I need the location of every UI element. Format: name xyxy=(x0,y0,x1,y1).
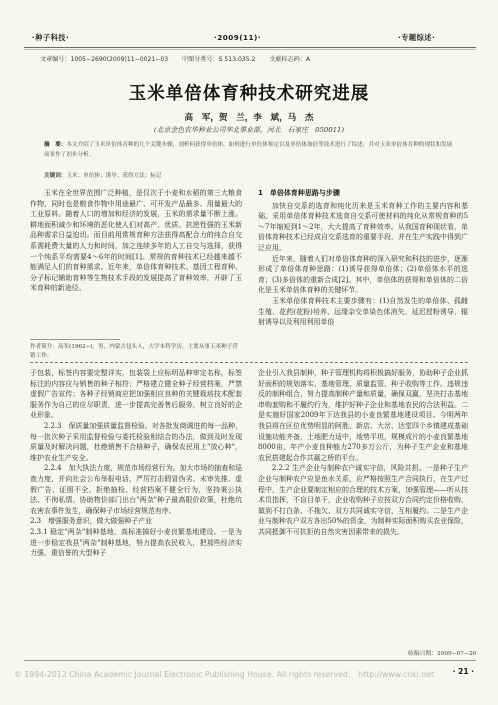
section1-column xyxy=(258,188,468,328)
header-rule-thin xyxy=(24,49,476,50)
copyright-notice: © 1994-2012 China Academic Journal Electronic Publishing House. All rights reserved. http://www.cnki.net xyxy=(14,670,435,679)
subsection-2-2-3-text: 对各批发商调进的每一品种，每一批次种子采用监督检验与委托检验相结合的办法，做到及时发现质量及时解决问题，杜绝销售不合格种子，确保农民用上"放心种"，维护农业生产安全。 xyxy=(30,421,243,462)
subsection-2-2-4: 2.2.4 加大执法力度，规范市场经营行为。 xyxy=(43,464,180,473)
subsection-2-3-1-text: 一是为进一步稳定我县"两杂"制种基地，努力提高农民收入，把那些经济实力强、重信誉的大型种子 xyxy=(30,527,242,558)
subsection-2-2-2-text: 一是种子生产企业与制种农户应是鱼水关系，应严格按照生产合同执行，在生产过程中，生产企业要制定相应的合理的技术方案，加强管理——听从技术员指挥，不盲目单干，企业收购种子应按双方合同约定价格收购，做到不打白条、不拖欠、双方共同诚实守信，互相履约。二是生产企业与制种农户双方各出50%的资金，为制种实际面积购买农业保险，共同抵御不可抗拒的自然灾害因素带来的损失。 xyxy=(258,464,469,536)
lower-left-paragraph-1: 子包装，标签内容要完整详实，包装袋上应标明品种审定名称，标签标注的内容应与销售的种子相符；严格建立健全种子经营档案，严禁虚假广告宣传；各种子经销商应把加强相应良种的关键栽培技术配套服务作为自己的应尽职责，进一步提高完善售后服务，树立良好的企业形象。 xyxy=(30,369,242,420)
document-code: 文献标志码：A xyxy=(269,56,311,63)
abstract-label: 摘 要： xyxy=(44,142,67,148)
section1-paragraph-3: 玉米单倍体育种技术主要步骤有：(1)自然发生的单倍体、孤雌生殖、花药(花粉)培养、远缘杂交单染色体消失、延迟授粉诱导、辐射诱导以及利用利用单倍 xyxy=(258,296,468,327)
author-list: 高 军，贺 兰，李 斌，马 杰 xyxy=(184,113,314,123)
received-date: 收稿日期：2009−07−26 xyxy=(408,651,477,657)
article-meta xyxy=(40,54,460,63)
running-header xyxy=(24,33,476,46)
abstract-text: 本文介绍了玉米单倍体育种的几个关键步骤，剖析何获得单倍体，如何进行单倍体鉴定以及单倍体加倍等技术进行了综述，并对玉米单倍体育种的现状和发展前景作了初步分析。 xyxy=(44,142,453,158)
section1-paragraph-1: 加快自交系的选育和纯化历来是玉米育种工作的主要内容和基础。采用单倍体育种技术选育自交系可使材料的纯化从常规育种的5～7年缩短到1～2年，大大提高了育种效率。从我国育种现状看，单倍体育种技术已经成自交系选育的重要手段，并在生产实践中得到广泛应用。 xyxy=(258,201,468,252)
author-footnote: 作者简介：高军(1962−)，男，内蒙古包头人，大学本科学历，主要从事玉米种子营销工作。 xyxy=(30,344,238,359)
subsection-2-2-2: 2.2.2 生产企业与制种农户诚实守信，风险共担。 xyxy=(271,464,426,473)
section1-paragraph-2: 近年来，随着人们对单倍体育种的深入研究和科技的进步，逐渐形成了单倍体育种思路：(1)诱导获得单倍体；(2)单倍体水平的选育；(3)多倍体的重新合成[2]。其中，单倍体的获得和单倍体的二倍化是玉米单倍体育种的关键环节。 xyxy=(258,254,468,295)
section-label: ·专题综述· xyxy=(398,33,436,42)
intro-column xyxy=(30,188,242,294)
journal-name: ·种子科技· xyxy=(32,33,70,42)
lower-left-column xyxy=(30,368,242,559)
keywords-label: 关键词： xyxy=(44,173,67,179)
footnote-rule xyxy=(30,339,120,340)
clc-number: 中图分类号：S 513.035.2 xyxy=(182,56,256,63)
paper-title: 玉米单倍体育种技术研究进展 xyxy=(128,84,370,104)
issue-label: ·2009(11)· xyxy=(214,33,262,42)
article-number: 文章编号：1005−2690(2009)11−0021−03 xyxy=(40,56,169,63)
subsection-2-2-4-text: 加大市场的抽查和巡查力度，并向社会公布举报电话，严厉打击假冒伪劣、未审先推、虚假广告、证照不全、拒绝抽检、经营档案不健全行为，坚持秉公执法、不徇私情、协助物价部门出台"两杂"种子最高限价政策，杜绝坑农害农事件发生，确保种子市场经营规范有序。 xyxy=(30,464,243,515)
abstract xyxy=(44,141,456,161)
lower-right-column xyxy=(258,368,468,538)
subsection-2-2-3: 2.2.3 保质量加强质量监督检验。 xyxy=(43,421,152,430)
lower-right-paragraph-1: 企业引入我县制种，种子管理机构将积极搞好服务，协助种子企业抓好面积的规划落实、基地管理、质量监管、种子收购等工作。违规违反的制种组合，努力提高制种产量和质量，确保双赢，坚决打击基地串购套购和不履约行为，维护好种子企业和基地农民的合法利益。二是实施好国家2009年下达我县的小麦良繁基地建设项目。今明两年我县将在区位优势明显的阿胜、新店、大岔、达堂四个乡镇建成基础设施功能齐备，土地肥力适中，地势平坦，规模成片的小麦良繁基地8000亩，年产小麦良种能力270多万公斤，为种子生产企业和基地农民搭建起合作共赢之桥的平台。 xyxy=(258,369,468,462)
subsection-2-3-1: 2.3.1 稳定"两杂"制种基地，高标准搞好小麦良繁基地建设。 xyxy=(30,527,221,536)
page-number: · 21 · xyxy=(452,667,474,676)
page-footer xyxy=(0,663,498,683)
section-heading-1: 1 单倍体育种思路与步骤 xyxy=(258,189,340,197)
header-rule xyxy=(24,47,476,48)
keywords xyxy=(44,171,456,179)
affiliation: (北京金色农华种业公司华北事业部，河北 石家庄 050011) xyxy=(153,126,345,134)
intro-paragraph: 玉米在全世界范围广泛种植，是仅次于小麦和水稻的第三大粮食作物，同时也是粮食作物中用途最广、可开发产品最多、用量最大的工业原料。随着人口的增加和经济的发展，玉米的需求量不断上涨。耕地面积减少和环境的恶化使人们对高产、优质、抗逆性强的玉米新品种需求日益迫切。而目前用常规育种方法获得高配合力的纯合自交系需耗费大量的人力和时间，加之连续多年的人工自交与选择，获得一个纯系平均需要4～6年的时间[1]。常规的育种技术已经越来越不能满足人们的育种需求。近年来，单倍体育种技术、基因工程育种、分子标记辅助育种等生物技术手段的发展提高了育种效率，开辟了玉米育种的新途径。 xyxy=(30,189,242,293)
footer-rule xyxy=(24,660,476,661)
subsection-2-3: 2.3 增强服务意识，做大做强种子产业 xyxy=(30,517,153,526)
section-separator xyxy=(30,362,468,365)
keywords-text: 玉米；单倍体；诱导；获得方法；标记 xyxy=(66,173,162,179)
